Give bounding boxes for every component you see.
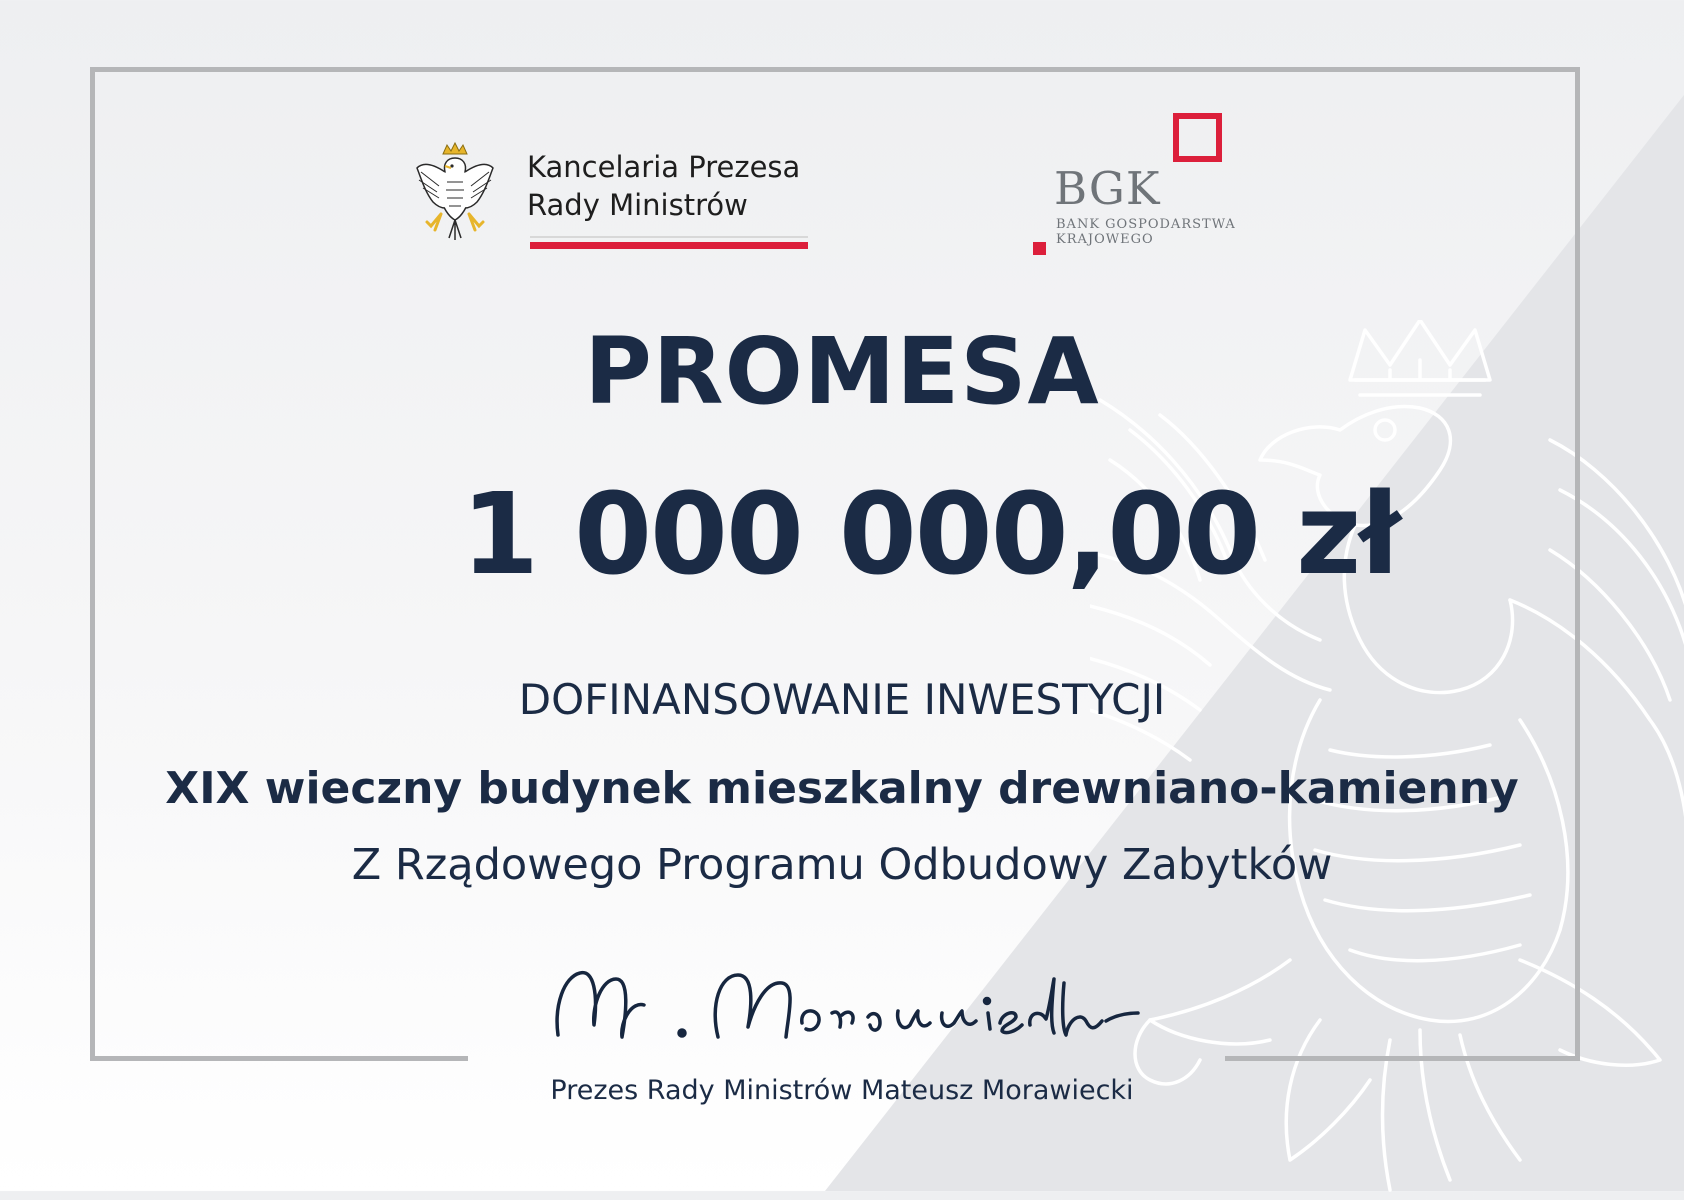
frame-left-border: [90, 67, 95, 1061]
bgk-name: BGK: [1054, 162, 1161, 215]
bgk-square-icon: [1173, 113, 1222, 162]
handwritten-signature: [550, 965, 1140, 1070]
frame-top-border: [90, 67, 1580, 72]
bgk-logo: [1030, 110, 1260, 260]
eagle-watermark-icon: [1090, 320, 1684, 1200]
frame-bottom-right-border: [1225, 1056, 1580, 1061]
program-name: Z Rządowego Programu Odbudowy Zabytków: [351, 840, 1333, 890]
promise-amount: 1 000 000,00 zł: [461, 470, 1399, 600]
project-name: XIX wieczny budynek mieszkalny drewniano-kamienny: [165, 763, 1519, 814]
kprm-gray-rule: [530, 236, 808, 238]
signer-name: Prezes Rady Ministrów Mateusz Morawiecki: [550, 1075, 1134, 1106]
kprm-red-rule: [530, 242, 808, 249]
certificate-title: PROMESA: [584, 318, 1100, 425]
white-eagle-emblem-icon: [415, 142, 495, 250]
kprm-name-line1: Kancelaria Prezesa: [527, 150, 801, 184]
frame-bottom-left-border: [90, 1056, 468, 1061]
funding-subtitle: DOFINANSOWANIE INWESTYCJI: [518, 675, 1166, 724]
bgk-full-name-line2: KRAJOWEGO: [1056, 232, 1154, 247]
bgk-full-name-line1: BANK GOSPODARSTWA: [1056, 217, 1236, 232]
bgk-full-name: [1056, 217, 1236, 247]
kprm-logo: [415, 140, 815, 255]
kprm-name: [527, 148, 800, 224]
bgk-dot-icon: [1033, 242, 1046, 255]
kprm-name-line2: Rady Ministrów: [527, 188, 748, 222]
